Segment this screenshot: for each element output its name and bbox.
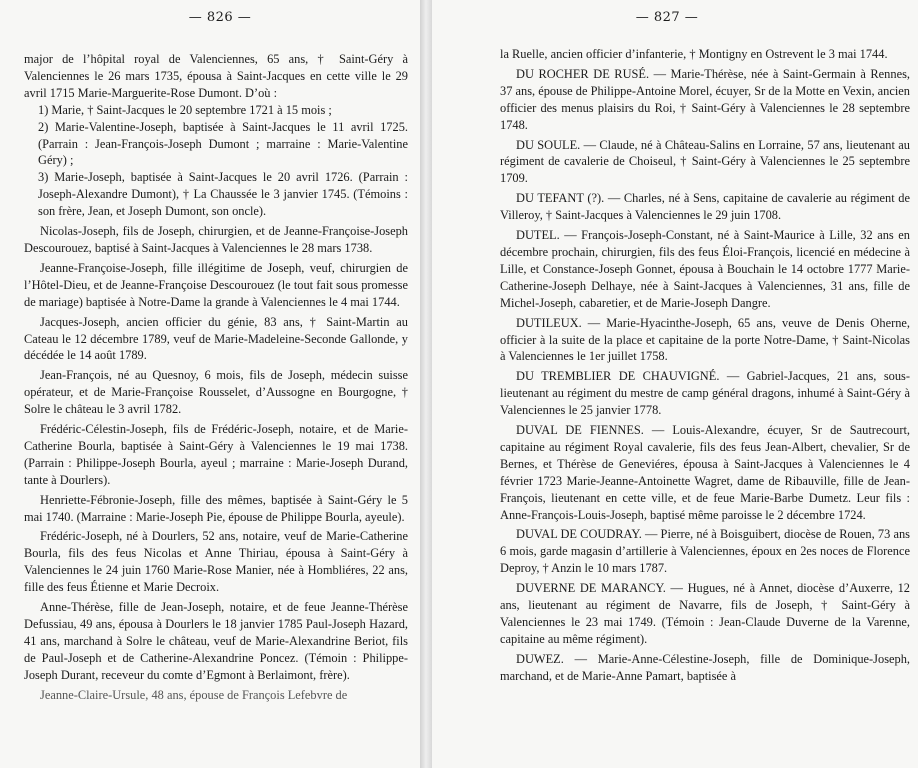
entry-paragraph: DU TREMBLIER DE CHAUVIGNÉ. — Gabriel-Jacques, 21 ans, sous-lieutenant au régiment du mestre de camp général dragons, inhumé à Saint-Géry à Valenciennes le 25 janvier 1778. xyxy=(500,369,910,418)
entry-paragraph: DU SOULE. — Claude, né à Château-Salins en Lorraine, 57 ans, lieutenant au régiment de cavalerie de Choiseul, † Saint-Géry à Valenciennes le 25 septembre 1709. xyxy=(500,137,910,186)
page-text xyxy=(24,51,408,704)
entry-paragraph: DU ROCHER DE RUSÉ. — Marie-Thérèse, née à Saint-Germain à Rennes, 37 ans, épouse de Philippe-Antoine Morel, écuyer, Sr de la Motte en Vexin, ancien officier des menus plaisirs du Roi, † Saint-Géry à Valenciennes le 28 septembre 1748. xyxy=(500,66,910,132)
entry-paragraph: DUVERNE DE MARANCY. — Hugues, né à Annet, diocèse d’Auxerre, 12 ans, lieutenant au régiment de Navarre, fils de Joseph, † Saint-Géry à Valenciennes le 23 mai 1749. (Témoin : Jean-Claude Duverne de la Varenne, capitaine au même régiment). xyxy=(500,581,910,646)
paragraph: 3) Marie-Joseph, baptisée à Saint-Jacques le 20 avril 1726. (Parrain : Joseph-Alexandre Dumont), † La Chaussée le 3 janvier 1745. (Témoins : son frère, Jean, et Joseph Dumont, son oncle). xyxy=(38,170,408,219)
entry-paragraph: DU TEFANT (?). — Charles, né à Sens, capitaine de cavalerie au régiment de Villeroy, † Saint-Jacques à Valenciennes le 29 juin 1708. xyxy=(500,191,910,223)
paragraph: Frédéric-Joseph, né à Dourlers, 52 ans, notaire, veuf de Marie-Catherine Bourla, fils des feus Nicolas et Anne Thiriau, épousa à Saint-Géry à Valenciennes le 24 juin 1760 Marie-Rose Manier, née à Hombliéres, 22 ans, fille des feus Étienne et Marie Decroix. xyxy=(24,529,408,595)
paragraph: Nicolas-Joseph, fils de Joseph, chirurgien, et de Jeanne-Françoise-Joseph Descourouez, baptisé à Saint-Jacques à Valenciennes le 28 mars 1738. xyxy=(24,224,408,255)
page-text xyxy=(500,46,910,685)
paragraph: la Ruelle, ancien officier d’infanterie, † Montigny en Ostrevent le 3 mai 1744. xyxy=(500,47,888,61)
paragraph: 2) Marie-Valentine-Joseph, baptisée à Saint-Jacques le 11 avril 1725. (Parrain : Jean-François-Joseph Dumont ; marraine : Marie-Valentine Géry) ; xyxy=(38,119,408,168)
left-page xyxy=(0,0,420,768)
book-gutter xyxy=(420,0,432,768)
paragraph: major de l’hôpital royal de Valenciennes, 65 ans, † Saint-Géry à Valenciennes le 26 mars 1735, épousa à Saint-Jacques en cette ville le 29 avril 1715 Marie-Marguerite-Rose Dumont. D’où : xyxy=(24,52,408,100)
entry-paragraph: DUVAL DE FIENNES. — Louis-Alexandre, écuyer, Sr de Sautrecourt, capitaine au régiment Royal cavalerie, fils des feus Jean-Albert, chevalier, Sr de Bernes, et Thérèse de Geneviéres, épousa à Saint-Jacques à Valenciennes le 4 février 1723 Marie-Jeanne-Antoinette Wagret, dame de Ribauville, fille de Jean-François, lieutenant en cette ville, et de feue Marie-Barbe Dumetz. Leur fils : Anne-François-Louis-Joseph, baptisé même paroisse le 2 décembre 1724. xyxy=(500,423,910,522)
page-number: — 826 — xyxy=(188,10,252,25)
paragraph: Frédéric-Célestin-Joseph, fils de Frédéric-Joseph, notaire, et de Marie-Catherine Bourla, baptisée à Saint-Géry à Valenciennes le 19 mai 1738. (Parrain : Philippe-Joseph Bourla, ayeul ; marraine : Marie-Joseph Durand, tante à Dourlers). xyxy=(24,422,408,487)
paragraph: Jeanne-Claire-Ursule, 48 ans, épouse de François Lefebvre de xyxy=(40,687,348,702)
paragraph: Henriette-Fébronie-Joseph, fille des mêmes, baptisée à Saint-Géry le 5 mai 1740. (Marraine : Marie-Joseph Pie, épouse de Philippe Bourla, ayeule). xyxy=(24,492,408,524)
entry-paragraph: DUTEL. — François-Joseph-Constant, né à Saint-Maurice à Lille, 32 ans en décembre prochain, chirurgien, fils des feus Éloi-François, licencié en médecine à Lille, et Constance-Joseph Gonnet, épousa à Bouchain le 14 octobre 1777 Marie-Catherine-Joseph Delhaye, née à Saint-Jacques à Valenciennes, 31 ans, fille de Michel-Joseph, cabaretier, et de Marie-Joseph Dangre. xyxy=(500,228,910,310)
page-number: — 827 — xyxy=(635,10,699,25)
right-page xyxy=(432,0,918,768)
entry-paragraph: DUTILEUX. — Marie-Hyacinthe-Joseph, 65 ans, veuve de Denis Oherne, officier à la suite de la place et capitaine de la porte Notre-Dame, † Saint-Nicolas à Valenciennes le 1er juillet 1758. xyxy=(500,315,910,364)
paragraph: Jeanne-Françoise-Joseph, fille illégitime de Joseph, veuf, chirurgien de l’Hôtel-Dieu, et de Jeanne-Françoise Descourouez (le tout fait sous promesse de mariage) baptisée à Notre-Dame la grande à Valenciennes le 4 mai 1744. xyxy=(24,260,408,309)
entry-paragraph: DUWEZ. — Marie-Anne-Célestine-Joseph, fille de Dominique-Joseph, marchand, et de Marie-Anne Pamart, baptisée à xyxy=(500,651,910,683)
paragraph: 1) Marie, † Saint-Jacques le 20 septembre 1721 à 15 mois ; xyxy=(38,102,332,117)
paragraph: Jean-François, né au Quesnoy, 6 mois, fils de Joseph, médecin suisse opérateur, et de Marie-Françoise Rousselet, d’Aussogne en Bourgogne, † Solre le château le 3 avril 1782. xyxy=(24,368,408,417)
paragraph: Anne-Thérèse, fille de Jean-Joseph, notaire, et de feue Jeanne-Thérèse Defussiau, 49 ans, épousa à Dourlers le 18 janvier 1785 Paul-Joseph Hazard, 41 ans, marchand à Solre le château, veuf de Marie-Alexandrine Beriot, fils de Paul-Joseph et de Catherine-Alexandrine Poncez. (Témoin : Philippe-Joseph Durant, receveur du comte d’Egmont à Berlaimont, frère). xyxy=(24,600,408,682)
paragraph: Jacques-Joseph, ancien officier du génie, 83 ans, † Saint-Martin au Cateau le 12 décembre 1789, veuf de Marie-Madeleine-Seconde Gallonde, y décédée le 14 août 1789. xyxy=(24,314,408,363)
entry-paragraph: DUVAL DE COUDRAY. — Pierre, né à Boisguibert, diocèse de Rouen, 73 ans 6 mois, garde magasin d’artillerie à Valenciennes, époux en 2es noces de Florence Deproy, † Anzin le 10 mars 1787. xyxy=(500,527,910,576)
